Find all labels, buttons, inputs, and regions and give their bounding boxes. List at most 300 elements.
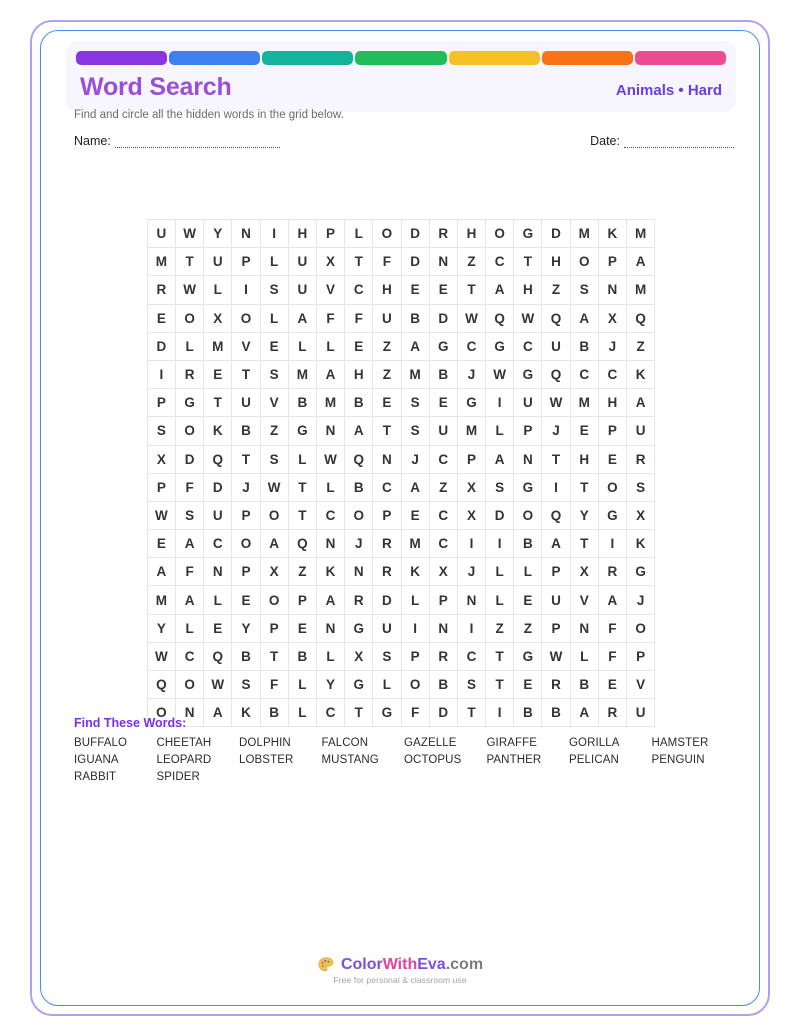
- grid-cell-r12-c8[interactable]: J: [345, 530, 373, 558]
- grid-cell-r14-c5[interactable]: O: [260, 586, 288, 614]
- grid-cell-r4-c8[interactable]: F: [345, 304, 373, 332]
- grid-cell-r8-c3[interactable]: K: [204, 417, 232, 445]
- grid-cell-r11-c7[interactable]: C: [316, 501, 344, 529]
- grid-cell-r10-c2[interactable]: F: [176, 473, 204, 501]
- grid-cell-r17-c13[interactable]: T: [486, 671, 514, 699]
- grid-cell-r9-c4[interactable]: T: [232, 445, 260, 473]
- grid-cell-r5-c17[interactable]: J: [598, 332, 626, 360]
- grid-cell-r8-c4[interactable]: B: [232, 417, 260, 445]
- grid-cell-r4-c1[interactable]: E: [147, 304, 175, 332]
- date-input-line[interactable]: [624, 136, 734, 148]
- grid-cell-r17-c1[interactable]: Q: [147, 671, 175, 699]
- grid-cell-r13-c12[interactable]: J: [457, 558, 485, 586]
- grid-cell-r10-c6[interactable]: T: [288, 473, 316, 501]
- grid-cell-r17-c16[interactable]: B: [570, 671, 598, 699]
- grid-cell-r4-c10[interactable]: B: [401, 304, 429, 332]
- grid-cell-r5-c18[interactable]: Z: [627, 332, 655, 360]
- grid-cell-r3-c13[interactable]: A: [486, 276, 514, 304]
- grid-cell-r14-c8[interactable]: R: [345, 586, 373, 614]
- grid-cell-r13-c13[interactable]: L: [486, 558, 514, 586]
- grid-cell-r12-c15[interactable]: A: [542, 530, 570, 558]
- grid-cell-r5-c15[interactable]: U: [542, 332, 570, 360]
- grid-cell-r6-c18[interactable]: K: [627, 360, 655, 388]
- grid-cell-r13-c11[interactable]: X: [429, 558, 457, 586]
- grid-cell-r6-c12[interactable]: J: [457, 360, 485, 388]
- grid-cell-r1-c12[interactable]: H: [457, 220, 485, 248]
- grid-cell-r1-c14[interactable]: G: [514, 220, 542, 248]
- grid-cell-r14-c11[interactable]: P: [429, 586, 457, 614]
- grid-cell-r15-c13[interactable]: Z: [486, 614, 514, 642]
- grid-cell-r10-c17[interactable]: O: [598, 473, 626, 501]
- grid-cell-r17-c17[interactable]: E: [598, 671, 626, 699]
- grid-cell-r16-c14[interactable]: G: [514, 642, 542, 670]
- grid-cell-r17-c7[interactable]: Y: [316, 671, 344, 699]
- grid-cell-r10-c16[interactable]: T: [570, 473, 598, 501]
- grid-cell-r16-c11[interactable]: R: [429, 642, 457, 670]
- grid-cell-r9-c11[interactable]: C: [429, 445, 457, 473]
- grid-cell-r5-c8[interactable]: E: [345, 332, 373, 360]
- grid-cell-r2-c6[interactable]: U: [288, 248, 316, 276]
- grid-cell-r11-c14[interactable]: O: [514, 501, 542, 529]
- grid-cell-r10-c1[interactable]: P: [147, 473, 175, 501]
- grid-cell-r8-c18[interactable]: U: [627, 417, 655, 445]
- grid-cell-r14-c15[interactable]: U: [542, 586, 570, 614]
- word-list-item[interactable]: BUFFALO: [74, 737, 128, 749]
- word-list-item[interactable]: RABBIT: [74, 771, 117, 783]
- grid-cell-r10-c13[interactable]: S: [486, 473, 514, 501]
- word-list-item[interactable]: PANTHER: [486, 754, 542, 766]
- grid-cell-r11-c2[interactable]: S: [176, 501, 204, 529]
- word-list-item[interactable]: SPIDER: [156, 771, 200, 783]
- grid-cell-r13-c1[interactable]: A: [147, 558, 175, 586]
- grid-cell-r2-c13[interactable]: C: [486, 248, 514, 276]
- grid-cell-r18-c18[interactable]: U: [627, 699, 655, 727]
- grid-cell-r5-c4[interactable]: V: [232, 332, 260, 360]
- grid-cell-r1-c4[interactable]: N: [232, 220, 260, 248]
- grid-cell-r2-c8[interactable]: T: [345, 248, 373, 276]
- grid-cell-r15-c7[interactable]: N: [316, 614, 344, 642]
- grid-cell-r3-c15[interactable]: Z: [542, 276, 570, 304]
- grid-cell-r7-c7[interactable]: M: [316, 389, 344, 417]
- grid-cell-r7-c4[interactable]: U: [232, 389, 260, 417]
- grid-cell-r12-c17[interactable]: I: [598, 530, 626, 558]
- grid-cell-r11-c1[interactable]: W: [147, 501, 175, 529]
- grid-cell-r16-c4[interactable]: B: [232, 642, 260, 670]
- grid-cell-r6-c14[interactable]: G: [514, 360, 542, 388]
- grid-cell-r5-c2[interactable]: L: [176, 332, 204, 360]
- grid-cell-r4-c6[interactable]: A: [288, 304, 316, 332]
- grid-cell-r7-c5[interactable]: V: [260, 389, 288, 417]
- grid-cell-r11-c3[interactable]: U: [204, 501, 232, 529]
- grid-cell-r6-c13[interactable]: W: [486, 360, 514, 388]
- word-list-item[interactable]: MUSTANG: [321, 754, 379, 766]
- grid-cell-r4-c13[interactable]: Q: [486, 304, 514, 332]
- grid-cell-r15-c9[interactable]: U: [373, 614, 401, 642]
- grid-cell-r13-c3[interactable]: N: [204, 558, 232, 586]
- grid-cell-r4-c9[interactable]: U: [373, 304, 401, 332]
- grid-cell-r7-c13[interactable]: I: [486, 389, 514, 417]
- grid-cell-r6-c2[interactable]: R: [176, 360, 204, 388]
- grid-cell-r16-c1[interactable]: W: [147, 642, 175, 670]
- grid-cell-r3-c6[interactable]: U: [288, 276, 316, 304]
- grid-cell-r16-c12[interactable]: C: [457, 642, 485, 670]
- grid-cell-r4-c15[interactable]: Q: [542, 304, 570, 332]
- grid-cell-r16-c7[interactable]: L: [316, 642, 344, 670]
- grid-cell-r18-c8[interactable]: T: [345, 699, 373, 727]
- grid-cell-r16-c5[interactable]: T: [260, 642, 288, 670]
- grid-cell-r17-c2[interactable]: O: [176, 671, 204, 699]
- grid-cell-r3-c14[interactable]: H: [514, 276, 542, 304]
- name-input-line[interactable]: [115, 136, 280, 148]
- grid-cell-r11-c18[interactable]: X: [627, 501, 655, 529]
- grid-cell-r13-c7[interactable]: K: [316, 558, 344, 586]
- grid-cell-r17-c12[interactable]: S: [457, 671, 485, 699]
- grid-cell-r9-c17[interactable]: E: [598, 445, 626, 473]
- grid-cell-r16-c3[interactable]: Q: [204, 642, 232, 670]
- word-list-item[interactable]: HAMSTER: [651, 737, 709, 749]
- grid-cell-r2-c18[interactable]: A: [627, 248, 655, 276]
- grid-cell-r3-c16[interactable]: S: [570, 276, 598, 304]
- word-list-item[interactable]: CHEETAH: [156, 737, 212, 749]
- date-field[interactable]: [590, 134, 734, 148]
- grid-cell-r8-c12[interactable]: M: [457, 417, 485, 445]
- grid-cell-r10-c4[interactable]: J: [232, 473, 260, 501]
- word-search-grid[interactable]: [147, 219, 655, 727]
- grid-cell-r3-c4[interactable]: I: [232, 276, 260, 304]
- grid-cell-r17-c11[interactable]: B: [429, 671, 457, 699]
- grid-cell-r18-c17[interactable]: R: [598, 699, 626, 727]
- grid-cell-r6-c5[interactable]: S: [260, 360, 288, 388]
- word-list-item[interactable]: FALCON: [321, 737, 369, 749]
- grid-cell-r1-c5[interactable]: I: [260, 220, 288, 248]
- grid-cell-r14-c12[interactable]: N: [457, 586, 485, 614]
- grid-cell-r4-c14[interactable]: W: [514, 304, 542, 332]
- grid-cell-r17-c4[interactable]: S: [232, 671, 260, 699]
- grid-cell-r3-c9[interactable]: H: [373, 276, 401, 304]
- grid-cell-r13-c6[interactable]: Z: [288, 558, 316, 586]
- grid-cell-r6-c8[interactable]: H: [345, 360, 373, 388]
- grid-cell-r12-c1[interactable]: E: [147, 530, 175, 558]
- grid-cell-r13-c16[interactable]: X: [570, 558, 598, 586]
- grid-cell-r3-c5[interactable]: S: [260, 276, 288, 304]
- grid-cell-r6-c1[interactable]: I: [147, 360, 175, 388]
- grid-cell-r5-c5[interactable]: E: [260, 332, 288, 360]
- word-list-item[interactable]: LEOPARD: [156, 754, 212, 766]
- grid-cell-r18-c6[interactable]: L: [288, 699, 316, 727]
- grid-cell-r17-c14[interactable]: E: [514, 671, 542, 699]
- grid-cell-r7-c1[interactable]: P: [147, 389, 175, 417]
- grid-cell-r15-c1[interactable]: Y: [147, 614, 175, 642]
- grid-cell-r18-c3[interactable]: A: [204, 699, 232, 727]
- grid-cell-r1-c7[interactable]: P: [316, 220, 344, 248]
- grid-cell-r11-c12[interactable]: X: [457, 501, 485, 529]
- grid-cell-r16-c13[interactable]: T: [486, 642, 514, 670]
- grid-cell-r1-c10[interactable]: D: [401, 220, 429, 248]
- grid-cell-r6-c4[interactable]: T: [232, 360, 260, 388]
- grid-cell-r2-c1[interactable]: M: [147, 248, 175, 276]
- grid-cell-r17-c18[interactable]: V: [627, 671, 655, 699]
- grid-cell-r13-c2[interactable]: F: [176, 558, 204, 586]
- grid-cell-r11-c15[interactable]: Q: [542, 501, 570, 529]
- grid-cell-r14-c16[interactable]: V: [570, 586, 598, 614]
- grid-cell-r1-c3[interactable]: Y: [204, 220, 232, 248]
- grid-cell-r12-c9[interactable]: R: [373, 530, 401, 558]
- grid-cell-r6-c6[interactable]: M: [288, 360, 316, 388]
- grid-cell-r8-c14[interactable]: P: [514, 417, 542, 445]
- grid-cell-r5-c7[interactable]: L: [316, 332, 344, 360]
- grid-cell-r14-c1[interactable]: M: [147, 586, 175, 614]
- grid-cell-r14-c3[interactable]: L: [204, 586, 232, 614]
- grid-cell-r12-c18[interactable]: K: [627, 530, 655, 558]
- grid-cell-r4-c7[interactable]: F: [316, 304, 344, 332]
- name-field[interactable]: [74, 134, 280, 148]
- grid-cell-r11-c13[interactable]: D: [486, 501, 514, 529]
- grid-cell-r4-c2[interactable]: O: [176, 304, 204, 332]
- grid-cell-r16-c2[interactable]: C: [176, 642, 204, 670]
- grid-cell-r18-c15[interactable]: B: [542, 699, 570, 727]
- grid-cell-r1-c8[interactable]: L: [345, 220, 373, 248]
- grid-cell-r3-c17[interactable]: N: [598, 276, 626, 304]
- grid-cell-r4-c4[interactable]: O: [232, 304, 260, 332]
- grid-cell-r3-c2[interactable]: W: [176, 276, 204, 304]
- grid-cell-r15-c5[interactable]: P: [260, 614, 288, 642]
- grid-cell-r1-c6[interactable]: H: [288, 220, 316, 248]
- grid-cell-r16-c9[interactable]: S: [373, 642, 401, 670]
- grid-cell-r15-c2[interactable]: L: [176, 614, 204, 642]
- grid-cell-r4-c17[interactable]: X: [598, 304, 626, 332]
- grid-cell-r15-c12[interactable]: I: [457, 614, 485, 642]
- grid-cell-r11-c11[interactable]: C: [429, 501, 457, 529]
- grid-cell-r8-c6[interactable]: G: [288, 417, 316, 445]
- grid-cell-r2-c17[interactable]: P: [598, 248, 626, 276]
- grid-cell-r3-c8[interactable]: C: [345, 276, 373, 304]
- grid-cell-r17-c10[interactable]: O: [401, 671, 429, 699]
- brand-logo[interactable]: [317, 956, 483, 974]
- grid-cell-r15-c11[interactable]: N: [429, 614, 457, 642]
- grid-cell-r9-c9[interactable]: N: [373, 445, 401, 473]
- grid-cell-r13-c10[interactable]: K: [401, 558, 429, 586]
- grid-cell-r13-c18[interactable]: G: [627, 558, 655, 586]
- grid-cell-r9-c18[interactable]: R: [627, 445, 655, 473]
- grid-cell-r7-c9[interactable]: E: [373, 389, 401, 417]
- grid-cell-r14-c10[interactable]: L: [401, 586, 429, 614]
- grid-cell-r12-c3[interactable]: C: [204, 530, 232, 558]
- grid-cell-r8-c15[interactable]: J: [542, 417, 570, 445]
- grid-cell-r8-c9[interactable]: T: [373, 417, 401, 445]
- grid-cell-r3-c10[interactable]: E: [401, 276, 429, 304]
- grid-cell-r2-c11[interactable]: N: [429, 248, 457, 276]
- grid-cell-r14-c9[interactable]: D: [373, 586, 401, 614]
- grid-cell-r15-c4[interactable]: Y: [232, 614, 260, 642]
- grid-cell-r1-c2[interactable]: W: [176, 220, 204, 248]
- grid-cell-r2-c14[interactable]: T: [514, 248, 542, 276]
- grid-cell-r5-c9[interactable]: Z: [373, 332, 401, 360]
- grid-cell-r17-c3[interactable]: W: [204, 671, 232, 699]
- grid-cell-r5-c1[interactable]: D: [147, 332, 175, 360]
- grid-cell-r5-c14[interactable]: C: [514, 332, 542, 360]
- grid-cell-r15-c10[interactable]: I: [401, 614, 429, 642]
- grid-cell-r8-c7[interactable]: N: [316, 417, 344, 445]
- grid-cell-r14-c18[interactable]: J: [627, 586, 655, 614]
- grid-cell-r15-c3[interactable]: E: [204, 614, 232, 642]
- grid-cell-r11-c4[interactable]: P: [232, 501, 260, 529]
- grid-cell-r10-c9[interactable]: C: [373, 473, 401, 501]
- grid-cell-r7-c15[interactable]: W: [542, 389, 570, 417]
- grid-cell-r16-c10[interactable]: P: [401, 642, 429, 670]
- grid-cell-r13-c8[interactable]: N: [345, 558, 373, 586]
- grid-cell-r1-c1[interactable]: U: [147, 220, 175, 248]
- grid-cell-r1-c13[interactable]: O: [486, 220, 514, 248]
- word-list-item[interactable]: PELICAN: [569, 754, 619, 766]
- grid-cell-r12-c10[interactable]: M: [401, 530, 429, 558]
- grid-cell-r6-c17[interactable]: C: [598, 360, 626, 388]
- grid-cell-r7-c10[interactable]: S: [401, 389, 429, 417]
- word-list-item[interactable]: LOBSTER: [239, 754, 294, 766]
- grid-cell-r9-c16[interactable]: H: [570, 445, 598, 473]
- grid-cell-r10-c10[interactable]: A: [401, 473, 429, 501]
- grid-cell-r2-c2[interactable]: T: [176, 248, 204, 276]
- grid-cell-r16-c8[interactable]: X: [345, 642, 373, 670]
- grid-cell-r16-c18[interactable]: P: [627, 642, 655, 670]
- grid-cell-r15-c6[interactable]: E: [288, 614, 316, 642]
- grid-cell-r14-c14[interactable]: E: [514, 586, 542, 614]
- word-list-item[interactable]: GAZELLE: [404, 737, 457, 749]
- grid-cell-r8-c11[interactable]: U: [429, 417, 457, 445]
- grid-cell-r2-c16[interactable]: O: [570, 248, 598, 276]
- grid-cell-r7-c16[interactable]: M: [570, 389, 598, 417]
- grid-cell-r8-c8[interactable]: A: [345, 417, 373, 445]
- word-list-item[interactable]: GORILLA: [569, 737, 620, 749]
- grid-cell-r2-c4[interactable]: P: [232, 248, 260, 276]
- grid-cell-r4-c12[interactable]: W: [457, 304, 485, 332]
- word-list-item[interactable]: GIRAFFE: [486, 737, 538, 749]
- grid-cell-r3-c18[interactable]: M: [627, 276, 655, 304]
- grid-cell-r6-c10[interactable]: M: [401, 360, 429, 388]
- grid-cell-r15-c15[interactable]: P: [542, 614, 570, 642]
- grid-cell-r10-c5[interactable]: W: [260, 473, 288, 501]
- grid-cell-r9-c7[interactable]: W: [316, 445, 344, 473]
- grid-cell-r10-c7[interactable]: L: [316, 473, 344, 501]
- grid-cell-r5-c13[interactable]: G: [486, 332, 514, 360]
- grid-cell-r10-c18[interactable]: S: [627, 473, 655, 501]
- grid-cell-r16-c15[interactable]: W: [542, 642, 570, 670]
- grid-cell-r5-c12[interactable]: C: [457, 332, 485, 360]
- grid-cell-r7-c11[interactable]: E: [429, 389, 457, 417]
- grid-cell-r4-c18[interactable]: Q: [627, 304, 655, 332]
- grid-cell-r10-c14[interactable]: G: [514, 473, 542, 501]
- grid-cell-r6-c15[interactable]: Q: [542, 360, 570, 388]
- grid-cell-r8-c10[interactable]: S: [401, 417, 429, 445]
- grid-cell-r14-c4[interactable]: E: [232, 586, 260, 614]
- grid-cell-r12-c5[interactable]: A: [260, 530, 288, 558]
- grid-cell-r13-c17[interactable]: R: [598, 558, 626, 586]
- grid-cell-r15-c18[interactable]: O: [627, 614, 655, 642]
- grid-cell-r4-c16[interactable]: A: [570, 304, 598, 332]
- grid-cell-r6-c16[interactable]: C: [570, 360, 598, 388]
- grid-cell-r17-c15[interactable]: R: [542, 671, 570, 699]
- word-list-item[interactable]: IGUANA: [74, 754, 119, 766]
- grid-cell-r7-c18[interactable]: A: [627, 389, 655, 417]
- word-list-item[interactable]: DOLPHIN: [239, 737, 291, 749]
- grid-cell-r1-c16[interactable]: M: [570, 220, 598, 248]
- grid-cell-r11-c6[interactable]: T: [288, 501, 316, 529]
- grid-cell-r9-c13[interactable]: A: [486, 445, 514, 473]
- grid-cell-r7-c3[interactable]: T: [204, 389, 232, 417]
- grid-cell-r7-c2[interactable]: G: [176, 389, 204, 417]
- grid-cell-r10-c3[interactable]: D: [204, 473, 232, 501]
- grid-cell-r13-c9[interactable]: R: [373, 558, 401, 586]
- grid-cell-r8-c2[interactable]: O: [176, 417, 204, 445]
- grid-cell-r11-c17[interactable]: G: [598, 501, 626, 529]
- grid-cell-r18-c16[interactable]: A: [570, 699, 598, 727]
- grid-cell-r18-c11[interactable]: D: [429, 699, 457, 727]
- grid-cell-r6-c11[interactable]: B: [429, 360, 457, 388]
- grid-cell-r5-c6[interactable]: L: [288, 332, 316, 360]
- grid-cell-r5-c3[interactable]: M: [204, 332, 232, 360]
- grid-cell-r1-c9[interactable]: O: [373, 220, 401, 248]
- grid-cell-r14-c7[interactable]: A: [316, 586, 344, 614]
- grid-cell-r4-c11[interactable]: D: [429, 304, 457, 332]
- grid-cell-r18-c2[interactable]: N: [176, 699, 204, 727]
- grid-cell-r10-c15[interactable]: I: [542, 473, 570, 501]
- grid-cell-r3-c1[interactable]: R: [147, 276, 175, 304]
- word-list-item[interactable]: PENGUIN: [651, 754, 705, 766]
- grid-cell-r12-c13[interactable]: I: [486, 530, 514, 558]
- grid-cell-r13-c15[interactable]: P: [542, 558, 570, 586]
- grid-cell-r9-c5[interactable]: S: [260, 445, 288, 473]
- grid-cell-r18-c1[interactable]: O: [147, 699, 175, 727]
- grid-cell-r4-c5[interactable]: L: [260, 304, 288, 332]
- grid-cell-r6-c3[interactable]: E: [204, 360, 232, 388]
- grid-cell-r17-c8[interactable]: G: [345, 671, 373, 699]
- grid-cell-r1-c15[interactable]: D: [542, 220, 570, 248]
- grid-cell-r10-c8[interactable]: B: [345, 473, 373, 501]
- grid-cell-r15-c14[interactable]: Z: [514, 614, 542, 642]
- grid-cell-r11-c16[interactable]: Y: [570, 501, 598, 529]
- grid-cell-r18-c9[interactable]: G: [373, 699, 401, 727]
- grid-cell-r4-c3[interactable]: X: [204, 304, 232, 332]
- grid-cell-r16-c16[interactable]: L: [570, 642, 598, 670]
- grid-cell-r9-c8[interactable]: Q: [345, 445, 373, 473]
- grid-cell-r7-c17[interactable]: H: [598, 389, 626, 417]
- grid-cell-r6-c7[interactable]: A: [316, 360, 344, 388]
- grid-cell-r15-c16[interactable]: N: [570, 614, 598, 642]
- grid-cell-r18-c4[interactable]: K: [232, 699, 260, 727]
- grid-cell-r18-c7[interactable]: C: [316, 699, 344, 727]
- grid-cell-r7-c8[interactable]: B: [345, 389, 373, 417]
- grid-cell-r9-c15[interactable]: T: [542, 445, 570, 473]
- grid-cell-r12-c4[interactable]: O: [232, 530, 260, 558]
- grid-cell-r18-c10[interactable]: F: [401, 699, 429, 727]
- grid-cell-r3-c12[interactable]: T: [457, 276, 485, 304]
- grid-cell-r12-c16[interactable]: T: [570, 530, 598, 558]
- grid-cell-r12-c7[interactable]: N: [316, 530, 344, 558]
- grid-cell-r2-c9[interactable]: F: [373, 248, 401, 276]
- grid-cell-r13-c14[interactable]: L: [514, 558, 542, 586]
- grid-cell-r18-c5[interactable]: B: [260, 699, 288, 727]
- grid-cell-r12-c2[interactable]: A: [176, 530, 204, 558]
- grid-cell-r11-c8[interactable]: O: [345, 501, 373, 529]
- grid-cell-r5-c16[interactable]: B: [570, 332, 598, 360]
- grid-cell-r16-c17[interactable]: F: [598, 642, 626, 670]
- grid-cell-r14-c6[interactable]: P: [288, 586, 316, 614]
- word-list-item[interactable]: OCTOPUS: [404, 754, 462, 766]
- grid-cell-r10-c11[interactable]: Z: [429, 473, 457, 501]
- grid-cell-r11-c9[interactable]: P: [373, 501, 401, 529]
- grid-cell-r10-c12[interactable]: X: [457, 473, 485, 501]
- grid-cell-r12-c14[interactable]: B: [514, 530, 542, 558]
- grid-cell-r9-c6[interactable]: L: [288, 445, 316, 473]
